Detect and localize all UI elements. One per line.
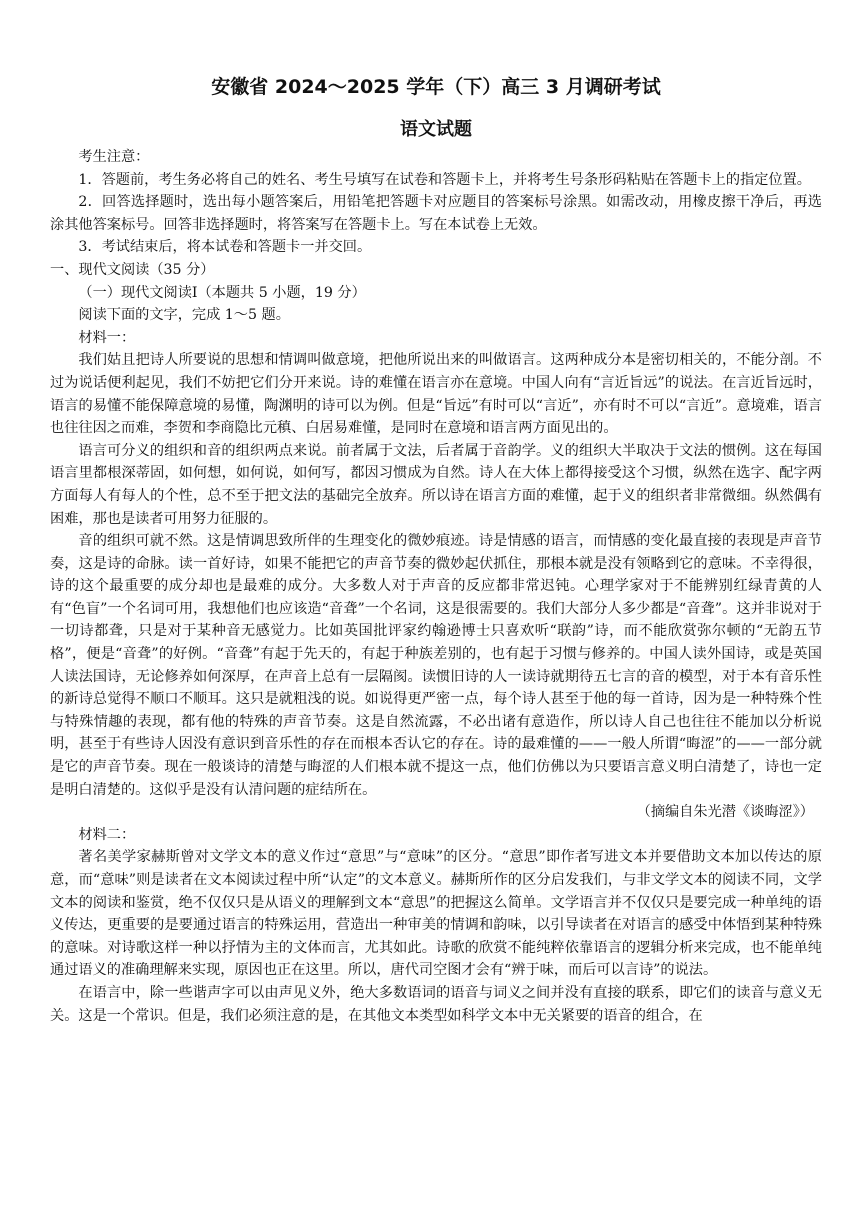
notice-item-3: 3．考试结束后，将本试卷和答题卡一并交回。 — [78, 239, 372, 256]
material2-paragraph-1: 著名美学家赫斯曾对文学文本的意义作过“意思”与“意味”的区分。“意思”即作者写进文本并要借助文本加以传达的原意，而“意味”则是读者在文本阅读过程中所“认定”的文本意义。赫斯所作的区分启发我们，与非文学文本的阅读不同，文学文本的阅读和鉴赏，绝不仅仅只是从语义的理解到文本“意思”的把握这么简单。文学语言并不仅仅只是要完成一种单纯的语义传达，更重要的是要通过语言的特殊运用，营造出一种审美的情调和韵味，以引导读者在对语言的感受中体悟到某种特殊的意味。对诗歌这样一种以抒情为主的文体而言，尤其如此。诗歌的欣赏不能纯粹依靠语言的逻辑分析来完成，也不能单纯通过语义的准确理解来实现，原因也正在这里。所以，唐代司空图才会有“辨于味，而后可以言诗”的说法。 — [50, 849, 822, 979]
material1-paragraph-2: 语言可分义的组织和音的组织两点来说。前者属于文法，后者属于音韵学。义的组织大半取决于文法的惯例。这在每国语言里都根深蒂固，如何想，如何说，如何写，都因习惯成为自然。诗人在大体上都得接受这个习惯，纵然在选字、配字两方面每人有每人的个性，总不至于把文法的基础完全放弃。所以诗在语言方面的难懂，起于义的组织者非常微细。纵然偶有困难，那也是读者可用努力征服的。 — [50, 442, 822, 527]
notice-item-2: 2．回答选择题时，选出每小题答案后，用铅笔把答题卡对应题目的答案标号涂黑。如需改动，用橡皮擦干净后，再选涂其他答案标号。回答非选择题时，将答案写在答题卡上。写在本试卷上无效。 — [50, 194, 822, 233]
notice-heading: 考生注意： — [78, 149, 150, 165]
section-heading: 一、现代文阅读（35 分） — [50, 261, 215, 278]
material2-label: 材料二： — [78, 826, 136, 843]
notice-item-1: 1．答题前，考生务必将自己的姓名、考生号填写在试卷和答题卡上，并将考生号条形码粘贴在答题卡上的指定位置。 — [78, 171, 811, 188]
material2-paragraph-2: 在语言中，除一些谐声字可以由声见义外，绝大多数语词的语音与词义之间并没有直接的联系，即它们的读音与意义无关。这是一个常识。但是，我们必须注意的是，在其他文本类型如科学文本中无关紧要的语音的组合，在 — [50, 984, 822, 1024]
section-instruction: 阅读下面的文字，完成 1～5 题。 — [78, 307, 290, 324]
page-title: 安徽省 2024～2025 学年（下）高三 3 月调研考试 — [211, 76, 661, 98]
page-subtitle: 语文试题 — [400, 119, 472, 140]
section-subheading: （一）现代文阅读Ⅰ（本题共 5 小题，19 分） — [78, 284, 366, 301]
material1-paragraph-1: 我们姑且把诗人所要说的思想和情调叫做意境，把他所说出来的叫做语言。这两种成分本是密切相关的，不能分剖。不过为说话便利起见，我们不妨把它们分开来说。诗的难懂在语言亦在意境。中国人向有“言近旨远”的说法。在言近旨远时，语言的易懂不能保障意境的易懂，陶渊明的诗可以为例。但是“旨远”有时可以“言近”，亦有时不可以“言近”。意境难，语言也往往因之而难，李贺和李商隐比元稹、白居易难懂，是同时在意境和语言两方面见出的。 — [50, 352, 822, 437]
material1-paragraph-3: 音的组织可就不然。这是情调思致所伴的生理变化的微妙痕迹。诗是情感的语言，而情感的变化最直接的表现是声音节奏，这是诗的命脉。读一首好诗，如果不能把它的声音节奏的微妙起伏抓住，那根本就是没有领略到它的意味。不幸得很，诗的这个最重要的成分却也是最难的成分。大多数人对于声音的反应都非常迟钝。心理学家对于不能辨别红绿青黄的人有“色盲”一个名词可用，我想他们也应该造“音聋”一个名词，这是很需要的。我们大部分人多少都是“音聋”。这并非说对于一切诗都聋，只是对于某种音无感觉力。比如英国批评家约翰逊博士只喜欢听“联韵”诗，而不能欣赏弥尔顿的“无韵五节格”，便是“音聋”的好例。“音聋”有起于先天的，有起于种族差别的，也有起于习惯与修养的。中国人读外国诗，或是英国人读法国诗，无论修养如何深厚，在声音上总有一层隔阂。读惯旧诗的人一读诗就期待五七言的音的模型，对于本有音乐性的新诗总觉得不顺口不顺耳。这只是就粗浅的说。如说得更严密一点，每个诗人甚至于他的每一首诗，因为是一种特殊个性与特殊情趣的表现，都有他的特殊的声音节奏。这是自然流露，不必出诸有意造作，所以诗人自己也往往不能加以分析说明，甚至于有些诗人因没有意识到音乐性的存在而根本否认它的存在。诗的最难懂的——一般人所谓“晦涩”的——一部分就是它的声音节奏。现在一般谈诗的清楚与晦涩的人们根本就不提这一点，他们仿佛以为只要语言意义明白清楚了，诗也一定是明白清楚的。这似乎是没有认清问题的症结所在。 — [50, 533, 822, 798]
material1-label: 材料一： — [78, 329, 136, 346]
material1-source: （摘编自朱光潜《谈晦涩》） — [636, 804, 814, 821]
